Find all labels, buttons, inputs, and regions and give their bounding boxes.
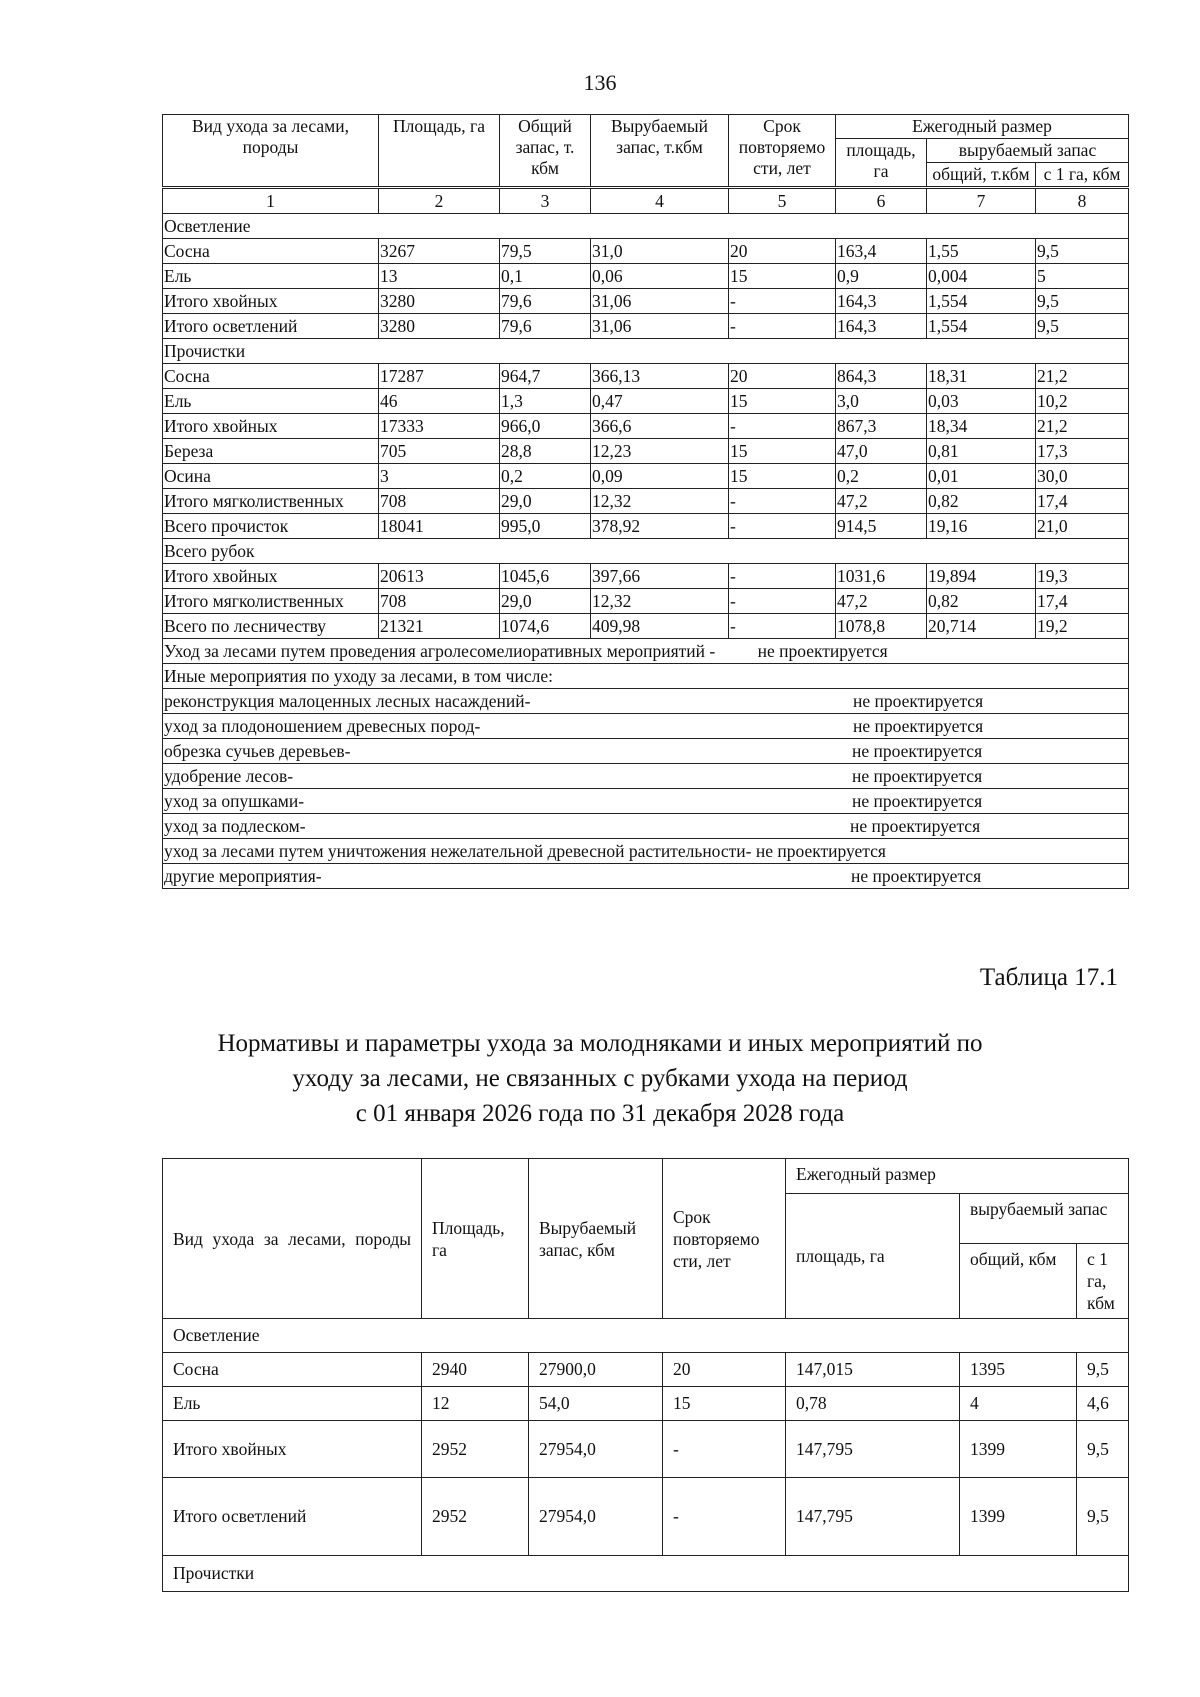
cell: 29,0	[500, 589, 591, 614]
cell: 18,34	[927, 414, 1036, 439]
cell: 9,5	[1077, 1353, 1129, 1387]
cell: 3	[379, 464, 500, 489]
note-row	[163, 814, 1129, 839]
cell: 15	[729, 464, 836, 489]
note	[163, 639, 1129, 664]
cell: 1074,6	[500, 614, 591, 639]
t2-header-annual-area: площадь, га	[786, 1194, 960, 1319]
header-cut-stock: Вырубаемый запас, т.кбм	[591, 115, 729, 188]
cell: Итого мягколиственных	[163, 489, 379, 514]
section-row	[163, 339, 1129, 364]
cell: 20	[663, 1353, 786, 1387]
cell: 9,5	[1036, 239, 1129, 264]
col-number: 6	[836, 188, 927, 214]
cell: Ель	[163, 1387, 422, 1421]
cell: 17333	[379, 414, 500, 439]
table-row	[163, 514, 1129, 539]
note-row	[163, 789, 1129, 814]
cell: 705	[379, 439, 500, 464]
note-text: уход за лесами путем уничтожения нежелательной древесной растительности-	[164, 841, 752, 861]
cell: 47,2	[836, 589, 927, 614]
cell: 0,1	[500, 264, 591, 289]
cell: 995,0	[500, 514, 591, 539]
cell: 15	[663, 1387, 786, 1421]
cell: 47,2	[836, 489, 927, 514]
cell: 9,5	[1077, 1421, 1129, 1478]
cell: 0,81	[927, 439, 1036, 464]
section-title: Осветление	[163, 1319, 1129, 1353]
section-row	[163, 1319, 1129, 1353]
note	[163, 664, 1129, 689]
table-row	[163, 289, 1129, 314]
cell: 708	[379, 489, 500, 514]
cell: -	[729, 489, 836, 514]
cell: 27900,0	[529, 1353, 663, 1387]
cell: 1,55	[927, 239, 1036, 264]
table-title-line: с 01 января 2026 года по 31 декабря 2028 года	[355, 1100, 845, 1127]
cell: 0,78	[786, 1387, 960, 1421]
table-row	[163, 389, 1129, 414]
section-title: Осветление	[163, 214, 1129, 239]
cell: 0,82	[927, 589, 1036, 614]
page-number: 136	[583, 70, 617, 95]
note-status: не проектируется	[852, 741, 983, 761]
table-row	[163, 439, 1129, 464]
cell: 1031,6	[836, 564, 927, 589]
table-row	[163, 589, 1129, 614]
cell: 20	[729, 364, 836, 389]
cell: 1045,6	[500, 564, 591, 589]
cell: 708	[379, 589, 500, 614]
cell: Итого мягколиственных	[163, 589, 379, 614]
table-row	[163, 1353, 1129, 1387]
table-title	[150, 1026, 1050, 1131]
cell: 54,0	[529, 1387, 663, 1421]
t2-header-area: Площадь, га	[422, 1159, 529, 1319]
note	[163, 739, 1129, 764]
col-number: 4	[591, 188, 729, 214]
note-text: уход за подлеском-	[164, 816, 306, 836]
cell: 12,23	[591, 439, 729, 464]
cell: 3280	[379, 289, 500, 314]
cell: 147,795	[786, 1421, 960, 1478]
col-number: 5	[729, 188, 836, 214]
table-row	[163, 1387, 1129, 1421]
cell: 19,894	[927, 564, 1036, 589]
cell: 964,7	[500, 364, 591, 389]
cell: -	[729, 314, 836, 339]
cell: 19,2	[1036, 614, 1129, 639]
cell: Ель	[163, 389, 379, 414]
cell: -	[729, 589, 836, 614]
t2-header-annual-total: общий, кбм	[960, 1244, 1077, 1319]
cell: 366,6	[591, 414, 729, 439]
note-text: Уход за лесами путем проведения агролесомелиоративных мероприятий -	[164, 641, 716, 661]
cell: 1,3	[500, 389, 591, 414]
header-type: Вид ухода за лесами, породы	[163, 115, 379, 188]
cell: 164,3	[836, 289, 927, 314]
cell: -	[663, 1421, 786, 1478]
note-status: не проектируется	[755, 841, 886, 861]
norms-table	[162, 1158, 1129, 1592]
table-row	[163, 464, 1129, 489]
table-row	[163, 489, 1129, 514]
cell: 163,4	[836, 239, 927, 264]
cell: 19,16	[927, 514, 1036, 539]
cell: 0,9	[836, 264, 927, 289]
cell: 3280	[379, 314, 500, 339]
note-row	[163, 839, 1129, 864]
cell: Итого осветлений	[163, 314, 379, 339]
cell: 3267	[379, 239, 500, 264]
cell: 19,3	[1036, 564, 1129, 589]
section-row	[163, 539, 1129, 564]
cell: -	[729, 514, 836, 539]
section-title: Всего рубок	[163, 539, 1129, 564]
cell: -	[729, 414, 836, 439]
cell: 15	[729, 439, 836, 464]
section-row	[163, 1556, 1129, 1592]
table-row	[163, 414, 1129, 439]
note-status: не проектируется	[853, 716, 984, 736]
cell: 147,795	[786, 1478, 960, 1556]
cell: 79,6	[500, 314, 591, 339]
t2-header-annual: Ежегодный размер	[786, 1159, 1129, 1194]
cell: 0,03	[927, 389, 1036, 414]
note-status: не проектируется	[850, 816, 981, 836]
t2-header-period: Срок повторяемо сти, лет	[663, 1159, 786, 1319]
cell: 31,06	[591, 314, 729, 339]
cell: Итого хвойных	[163, 564, 379, 589]
note-status: не проектируется	[852, 791, 983, 811]
cell: Всего прочисток	[163, 514, 379, 539]
note-row	[163, 864, 1129, 889]
cell: 3,0	[836, 389, 927, 414]
t2-header-annual-cut: вырубаемый запас	[960, 1194, 1129, 1244]
cell: 18041	[379, 514, 500, 539]
header-annual-per-ha: с 1 га, кбм	[1036, 163, 1129, 188]
cell: Сосна	[163, 364, 379, 389]
cell: 4,6	[1077, 1387, 1129, 1421]
header-area: Площадь, га	[379, 115, 500, 188]
cell: -	[729, 289, 836, 314]
cell: -	[729, 564, 836, 589]
cell: 1,554	[927, 289, 1036, 314]
col-number: 8	[1036, 188, 1129, 214]
cell: Береза	[163, 439, 379, 464]
cell: 0,004	[927, 264, 1036, 289]
section-title: Прочистки	[163, 1556, 1129, 1592]
cell: 12	[422, 1387, 529, 1421]
cell: 409,98	[591, 614, 729, 639]
cell: 12,32	[591, 489, 729, 514]
note-text: обрезка сучьев деревьев-	[164, 741, 351, 761]
note	[163, 814, 1129, 839]
cell: 0,47	[591, 389, 729, 414]
note	[163, 789, 1129, 814]
note	[163, 689, 1129, 714]
note-text: Иные мероприятия по уходу за лесами, в том числе:	[164, 666, 553, 686]
cell: 0,2	[836, 464, 927, 489]
note-text: уход за плодоношением древесных пород-	[164, 716, 481, 736]
cell: 4	[960, 1387, 1077, 1421]
cell: 397,66	[591, 564, 729, 589]
note-text: другие мероприятия-	[164, 866, 322, 886]
col-number: 7	[927, 188, 1036, 214]
header-period: Срок повторяемо сти, лет	[729, 115, 836, 188]
cell: 27954,0	[529, 1478, 663, 1556]
cell: 1399	[960, 1421, 1077, 1478]
cell: 21,2	[1036, 414, 1129, 439]
cell: 9,5	[1077, 1478, 1129, 1556]
cell: 47,0	[836, 439, 927, 464]
cell: 31,0	[591, 239, 729, 264]
cell: 21321	[379, 614, 500, 639]
cell: 914,5	[836, 514, 927, 539]
t2-header-type	[163, 1159, 422, 1319]
cell: -	[729, 614, 836, 639]
cell: Итого осветлений	[163, 1478, 422, 1556]
table-label: Таблица 17.1	[979, 964, 1118, 991]
cell: 10,2	[1036, 389, 1129, 414]
header-annual-total: общий, т.кбм	[927, 163, 1036, 188]
note-status: не проектируется	[757, 641, 888, 661]
note	[163, 764, 1129, 789]
table-row	[163, 1478, 1129, 1556]
cell: 17287	[379, 364, 500, 389]
cell: 21,0	[1036, 514, 1129, 539]
cell: 17,3	[1036, 439, 1129, 464]
note-text: удобрение лесов-	[164, 766, 294, 786]
cell: Ель	[163, 264, 379, 289]
note-row	[163, 689, 1129, 714]
note-status: не проектируется	[852, 766, 983, 786]
note-text: уход за опушками-	[164, 791, 305, 811]
cell: 0,09	[591, 464, 729, 489]
section-title: Прочистки	[163, 339, 1129, 364]
cell: 2940	[422, 1353, 529, 1387]
section-row	[163, 214, 1129, 239]
cell: 79,6	[500, 289, 591, 314]
col-number: 1	[163, 188, 379, 214]
table-title-line: Нормативы и параметры ухода за молодняками и иных мероприятий по	[217, 1030, 983, 1057]
note	[163, 839, 1129, 864]
cell: Всего по лесничеству	[163, 614, 379, 639]
cell: 5	[1036, 264, 1129, 289]
header-total-stock: Общий запас, т. кбм	[500, 115, 591, 188]
cell: 29,0	[500, 489, 591, 514]
cell: 1399	[960, 1478, 1077, 1556]
cell: 21,2	[1036, 364, 1129, 389]
forest-care-table	[162, 114, 1129, 889]
cell: 1395	[960, 1353, 1077, 1387]
cell: 17,4	[1036, 489, 1129, 514]
t2-header-type-text: Вид ухода за лесами, породы	[173, 1228, 411, 1249]
table-title-line: уходу за лесами, не связанных с рубками ухода на период	[292, 1065, 908, 1092]
table-row	[163, 314, 1129, 339]
cell: 366,13	[591, 364, 729, 389]
cell: 31,06	[591, 289, 729, 314]
note-row	[163, 664, 1129, 689]
cell: 15	[729, 389, 836, 414]
col-number: 2	[379, 188, 500, 214]
note-row	[163, 639, 1129, 664]
col-number: 3	[500, 188, 591, 214]
cell: 9,5	[1036, 289, 1129, 314]
cell: 2952	[422, 1421, 529, 1478]
cell: 13	[379, 264, 500, 289]
cell: Итого хвойных	[163, 414, 379, 439]
cell: 864,3	[836, 364, 927, 389]
table-row	[163, 364, 1129, 389]
cell: 867,3	[836, 414, 927, 439]
header-annual-area: площадь, га	[836, 139, 927, 188]
cell: Сосна	[163, 239, 379, 264]
cell: Сосна	[163, 1353, 422, 1387]
note	[163, 864, 1129, 889]
cell: 1,554	[927, 314, 1036, 339]
note-row	[163, 739, 1129, 764]
cell: 9,5	[1036, 314, 1129, 339]
header-annual-cut: вырубаемый запас	[927, 139, 1129, 163]
cell: 20613	[379, 564, 500, 589]
header-annual: Ежегодный размер	[836, 115, 1129, 139]
note-status: не проектируется	[853, 691, 984, 711]
cell: Итого хвойных	[163, 289, 379, 314]
cell: 15	[729, 264, 836, 289]
cell: 164,3	[836, 314, 927, 339]
cell: 30,0	[1036, 464, 1129, 489]
cell: 0,01	[927, 464, 1036, 489]
cell: Осина	[163, 464, 379, 489]
table-row	[163, 564, 1129, 589]
table-row	[163, 1421, 1129, 1478]
cell: 17,4	[1036, 589, 1129, 614]
cell: 28,8	[500, 439, 591, 464]
table-row	[163, 264, 1129, 289]
cell: 27954,0	[529, 1421, 663, 1478]
cell: 1078,8	[836, 614, 927, 639]
cell: 147,015	[786, 1353, 960, 1387]
note-text: реконструкция малоценных лесных насаждений-	[164, 691, 531, 711]
note	[163, 714, 1129, 739]
cell: 46	[379, 389, 500, 414]
t2-header-annual-per-ha: с 1 га, кбм	[1077, 1244, 1129, 1319]
cell: 0,06	[591, 264, 729, 289]
cell: 20	[729, 239, 836, 264]
cell: 378,92	[591, 514, 729, 539]
cell: 12,32	[591, 589, 729, 614]
cell: -	[663, 1478, 786, 1556]
note-row	[163, 714, 1129, 739]
cell: 966,0	[500, 414, 591, 439]
cell: 0,2	[500, 464, 591, 489]
note-row	[163, 764, 1129, 789]
cell: 20,714	[927, 614, 1036, 639]
cell: 79,5	[500, 239, 591, 264]
table-row	[163, 614, 1129, 639]
column-number-row	[163, 188, 1129, 214]
cell: 18,31	[927, 364, 1036, 389]
t2-header-cut-stock: Вырубаемый запас, кбм	[529, 1159, 663, 1319]
cell: 0,82	[927, 489, 1036, 514]
note-status: не проектируется	[851, 866, 982, 886]
cell: 2952	[422, 1478, 529, 1556]
cell: Итого хвойных	[163, 1421, 422, 1478]
table-row	[163, 239, 1129, 264]
